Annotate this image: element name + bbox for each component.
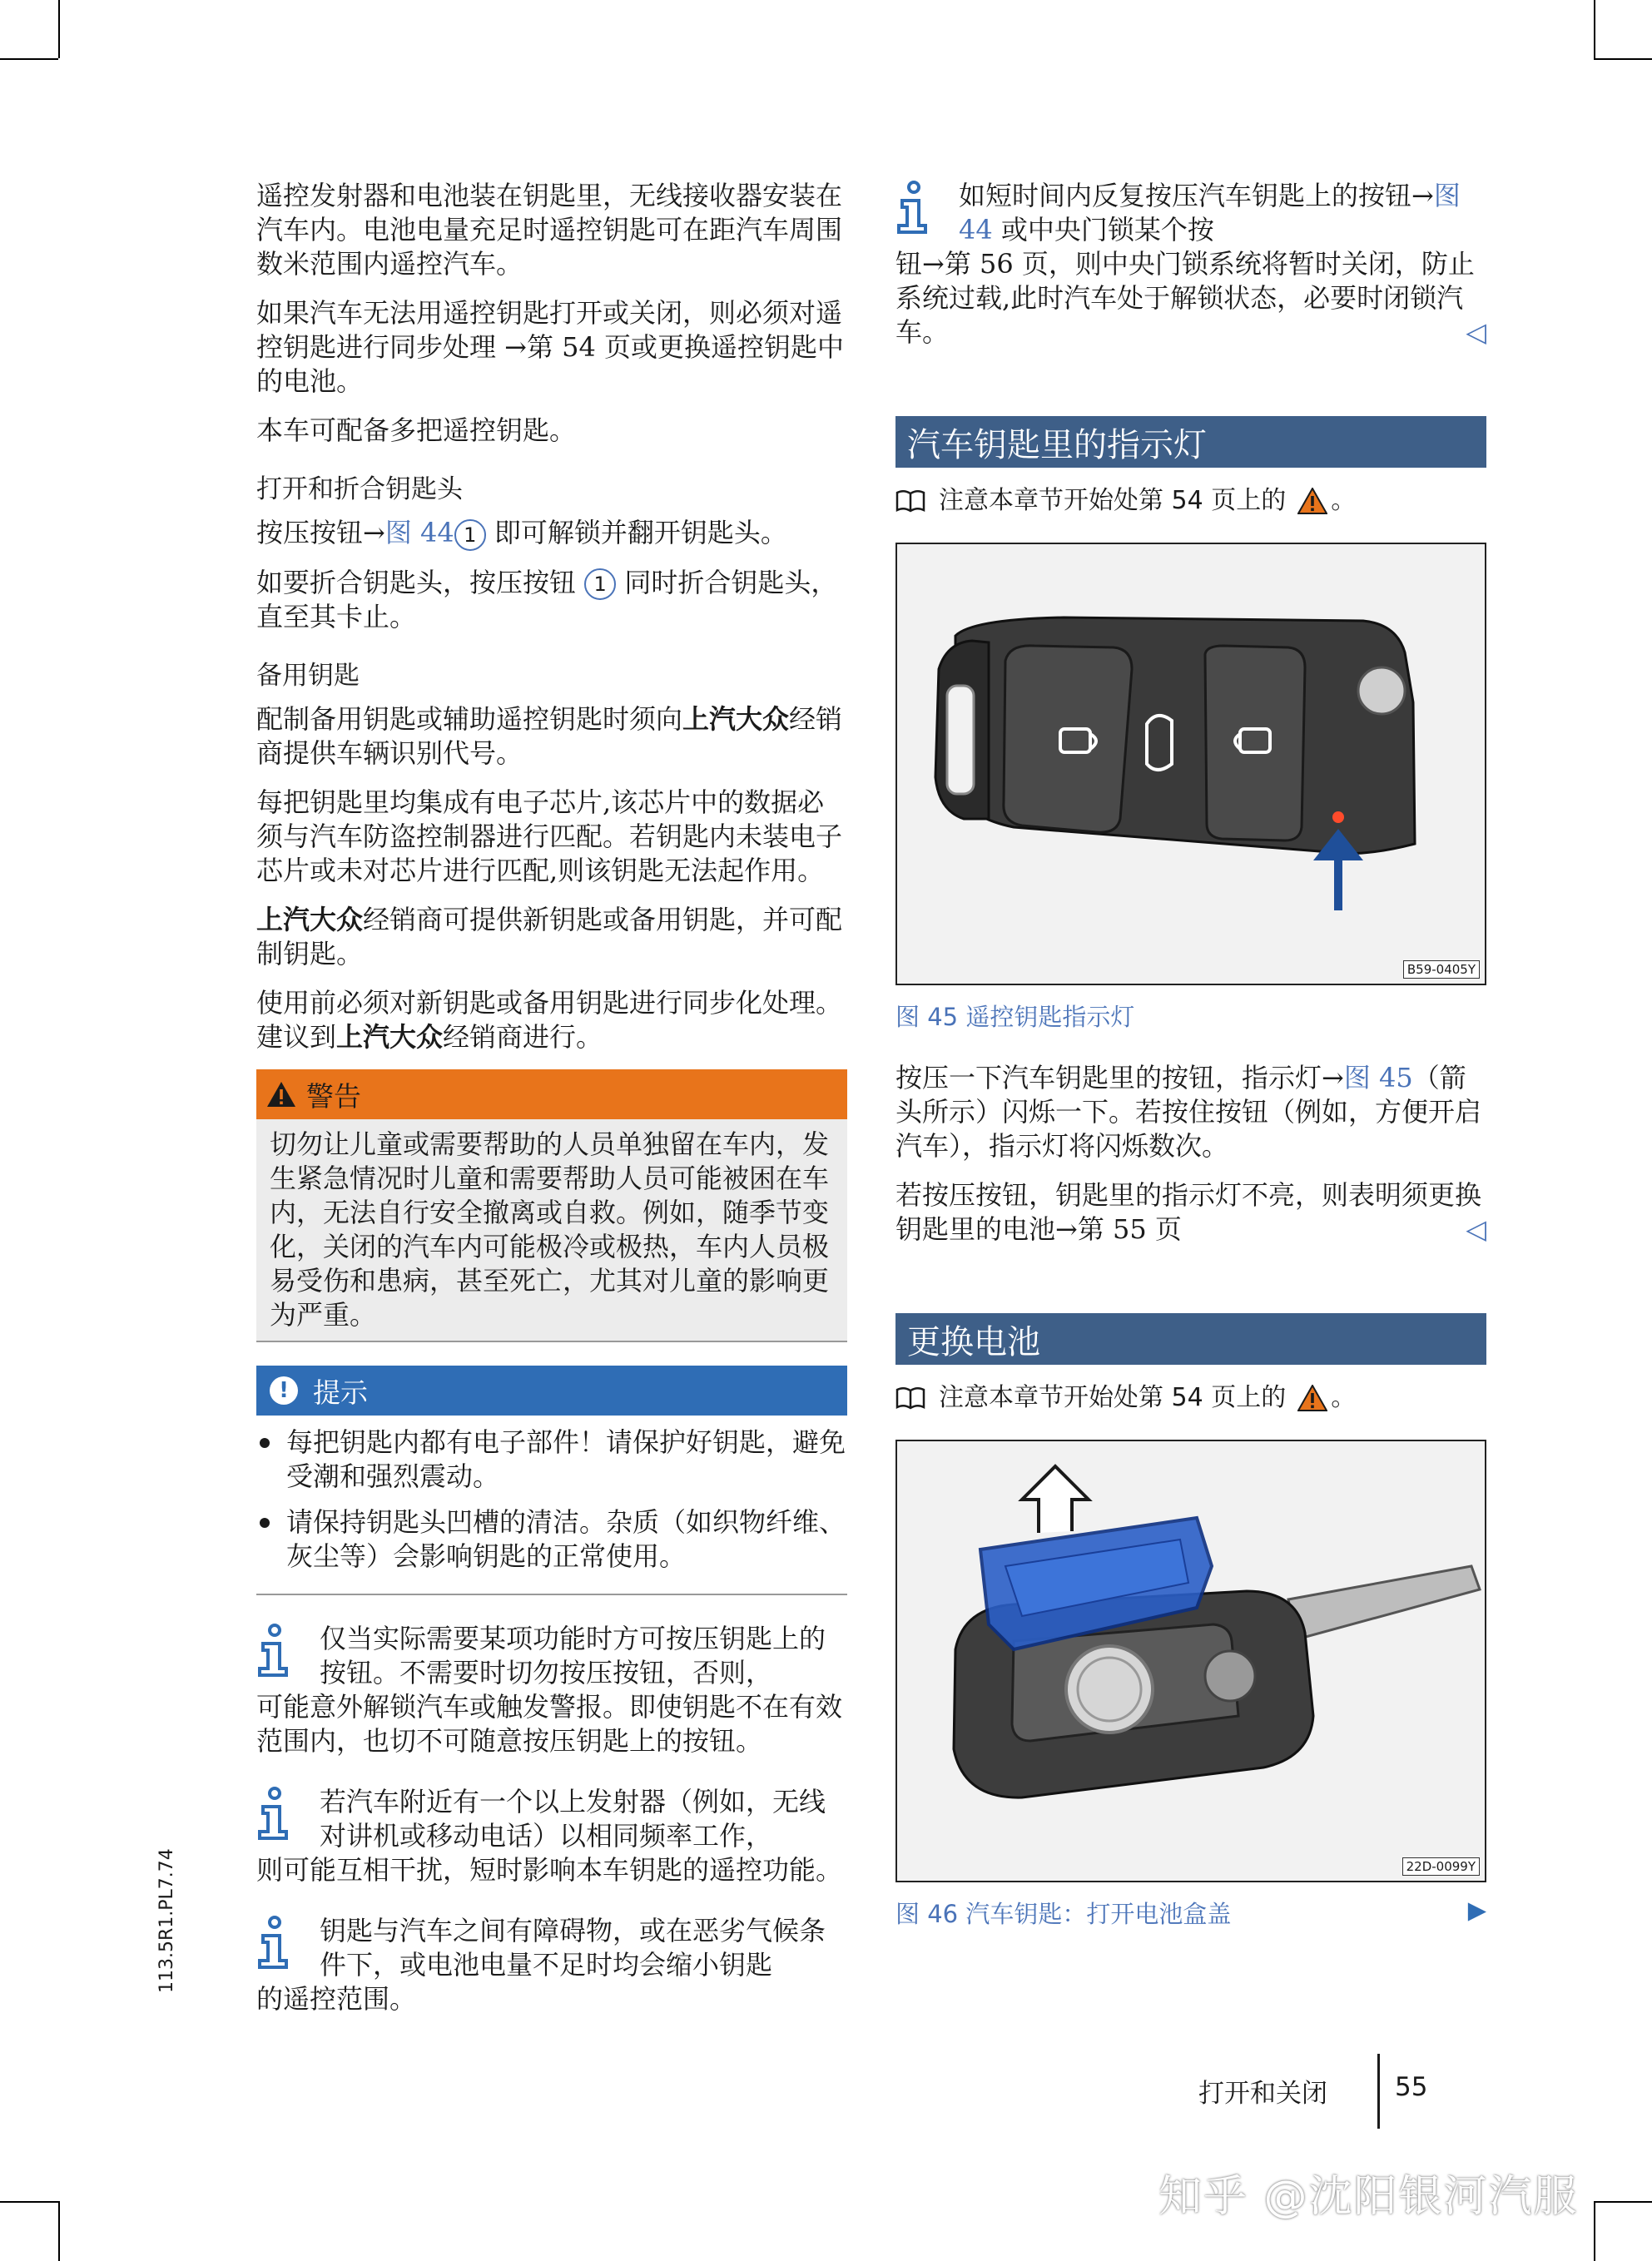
spare-paragraph: 使用前必须对新钥匙或备用钥匙进行同步化处理。建议到上汽大众经销商进行。 [256,987,843,1053]
crop-mark [58,2201,60,2261]
right-column [895,179,1486,1950]
info-block: 钥匙与汽车之间有障碍物，或在恶劣气候条件下，或电池电量不足时均会缩小钥匙 的遥控范围。 [256,1915,826,2015]
crop-mark [58,0,60,58]
section-heading-battery: 更换电池 [895,1313,1486,1365]
figure-46-battery-cover [895,1440,1486,1882]
warning-header [256,1069,847,1119]
spare-paragraph: 上汽大众经销商可提供新钥匙或备用钥匙，并可配制钥匙。 [256,904,843,969]
note-item: 每把钥匙内都有电子部件！请保护好钥匙，避免受潮和强烈震动。 [256,1426,847,1494]
spare-key-heading: 备用钥匙 [256,661,360,691]
info-block: 仅当实际需要某项功能时方可按压钥匙上的按钮。不需要时切勿按压按钮，否则， 可能意外解锁汽车或触发警报。即使钥匙不在有效范围内，也切不可随意按压钥匙上的按钮。 [256,1623,843,1757]
info-icon [256,1916,290,1969]
fold-paragraph: 按压按钮→图 44 1 即可解锁并翻开钥匙头。 [256,516,847,551]
figure-45-caption: 图 45 遥控钥匙指示灯 [895,1003,1135,1031]
crop-mark [1594,0,1595,58]
callout-number: 1 [454,519,486,551]
intro-paragraph: 遥控发射器和电池装在钥匙里，无线接收器安装在汽车内。电池电量充足时遥控钥匙可在距汽车周围数米范围内遥控汽车。 [256,180,843,280]
note-item: 请保持钥匙头凹槽的清洁。杂质（如织物纤维、灰尘等）会影响钥匙的正常使用。 [256,1505,847,1574]
section-heading-indicator: 汽车钥匙里的指示灯 [895,416,1486,468]
section-end-icon: ◁ [1466,1213,1486,1245]
info-icon [256,1787,290,1840]
figure-link[interactable]: 图 44 [384,517,454,548]
warning-text: 切勿让儿童或需要帮助的人员单独留在车内，发生紧急情况时儿童和需要帮助人员可能被困在车内，无法自行安全撤离或自救。例如，随季节变化，关闭的汽车内可能极冷或极热，车内人员极易受伤和患病，甚至死亡，尤其对儿童的影响更为严重。 [270,1128,830,1331]
key-battery-image [897,1441,1485,1877]
footer-section: 打开和关闭 [1198,2079,1327,2109]
crop-mark [1594,2201,1652,2203]
warning-body [256,1119,847,1342]
info-block: 如短时间内反复按压汽车钥匙上的按钮→图 44 或中央门锁某个按 钮→第 56 页，则中央门锁系统将暂时关闭，防止系统过载,此时汽车处于解锁状态，必要时闭锁汽车。 ◁ [895,180,1486,348]
warning-triangle-icon [1297,488,1327,514]
fold-heading: 打开和折合钥匙头 [256,474,463,504]
info-block: 若汽车附近有一个以上发射器（例如，无线对讲机或移动电话）以相同频率工作， 则可能互相干扰，短时影响本车钥匙的遥控功能。 [256,1786,843,1886]
crop-mark [0,58,58,60]
spare-paragraph: 配制备用钥匙或辅助遥控钥匙时须向上汽大众经销商提供车辆识别代号。 [256,703,843,769]
figure-45-key-indicator [895,543,1486,985]
figure-link[interactable]: 图 44 [959,180,1461,245]
figure-link[interactable]: 图 45 [1343,1062,1413,1093]
margin-code: 113.5R1.PL7.74 [156,1848,177,1993]
note-list [256,1426,847,1595]
book-icon [895,489,925,513]
watermark: 知乎 @沈阳银河汽服 [1158,2172,1579,2222]
continue-arrow-icon: ▶ [1467,1896,1486,1924]
fold-paragraph: 如要折合钥匙头，按压按钮 1 同时折合钥匙头，直至其卡止。 [256,566,838,632]
indicator-paragraph: 按压一下汽车钥匙里的按钮，指示灯→图 45（箭头所示）闪烁一下。若按住按钮（例如，方便开启汽车），指示灯将闪烁数次。 [895,1062,1482,1162]
crop-mark [1594,2201,1595,2261]
section-end-icon: ◁ [1466,316,1486,348]
callout-number: 1 [584,568,616,600]
note-header [256,1366,847,1416]
warning-title: 警告 [306,1079,361,1113]
page-number: 55 [1395,2072,1428,2102]
footer-divider [1377,2054,1380,2129]
note-title: 提示 [313,1376,368,1409]
info-icon [256,1624,290,1677]
attention-line: 注意本章节开始处第 54 页上的 。 [895,484,1486,518]
crop-mark [0,2201,58,2203]
figure-46-caption: 图 46 汽车钥匙：打开电池盒盖 ▶ [895,1896,1486,1928]
book-icon [895,1386,925,1410]
car-key-image [897,544,1485,980]
intro-paragraph: 如果汽车无法用遥控钥匙打开或关闭，则必须对遥控钥匙进行同步处理 →第 54 页或更换遥控钥匙中的电池。 [256,297,845,397]
warning-triangle-icon [1297,1385,1327,1411]
intro-paragraph: 本车可配备多把遥控钥匙。 [256,414,577,446]
figure-code: 22D-0099Y [1402,1857,1480,1876]
crop-mark [1594,58,1652,60]
left-column [256,179,847,2016]
attention-line: 注意本章节开始处第 54 页上的 。 [895,1381,1486,1415]
figure-code: B59-0405Y [1403,960,1480,979]
indicator-paragraph: 若按压按钮，钥匙里的指示灯不亮，则表明须更换钥匙里的电池→第 55 页 ◁ [895,1179,1486,1245]
spare-paragraph: 每把钥匙里均集成有电子芯片,该芯片中的数据必须与汽车防盗控制器进行匹配。若钥匙内未装电子芯片或未对芯片进行匹配,则该钥匙无法起作用。 [256,786,843,886]
exclamation-icon: ! [270,1376,298,1405]
warning-triangle-icon [266,1081,296,1108]
